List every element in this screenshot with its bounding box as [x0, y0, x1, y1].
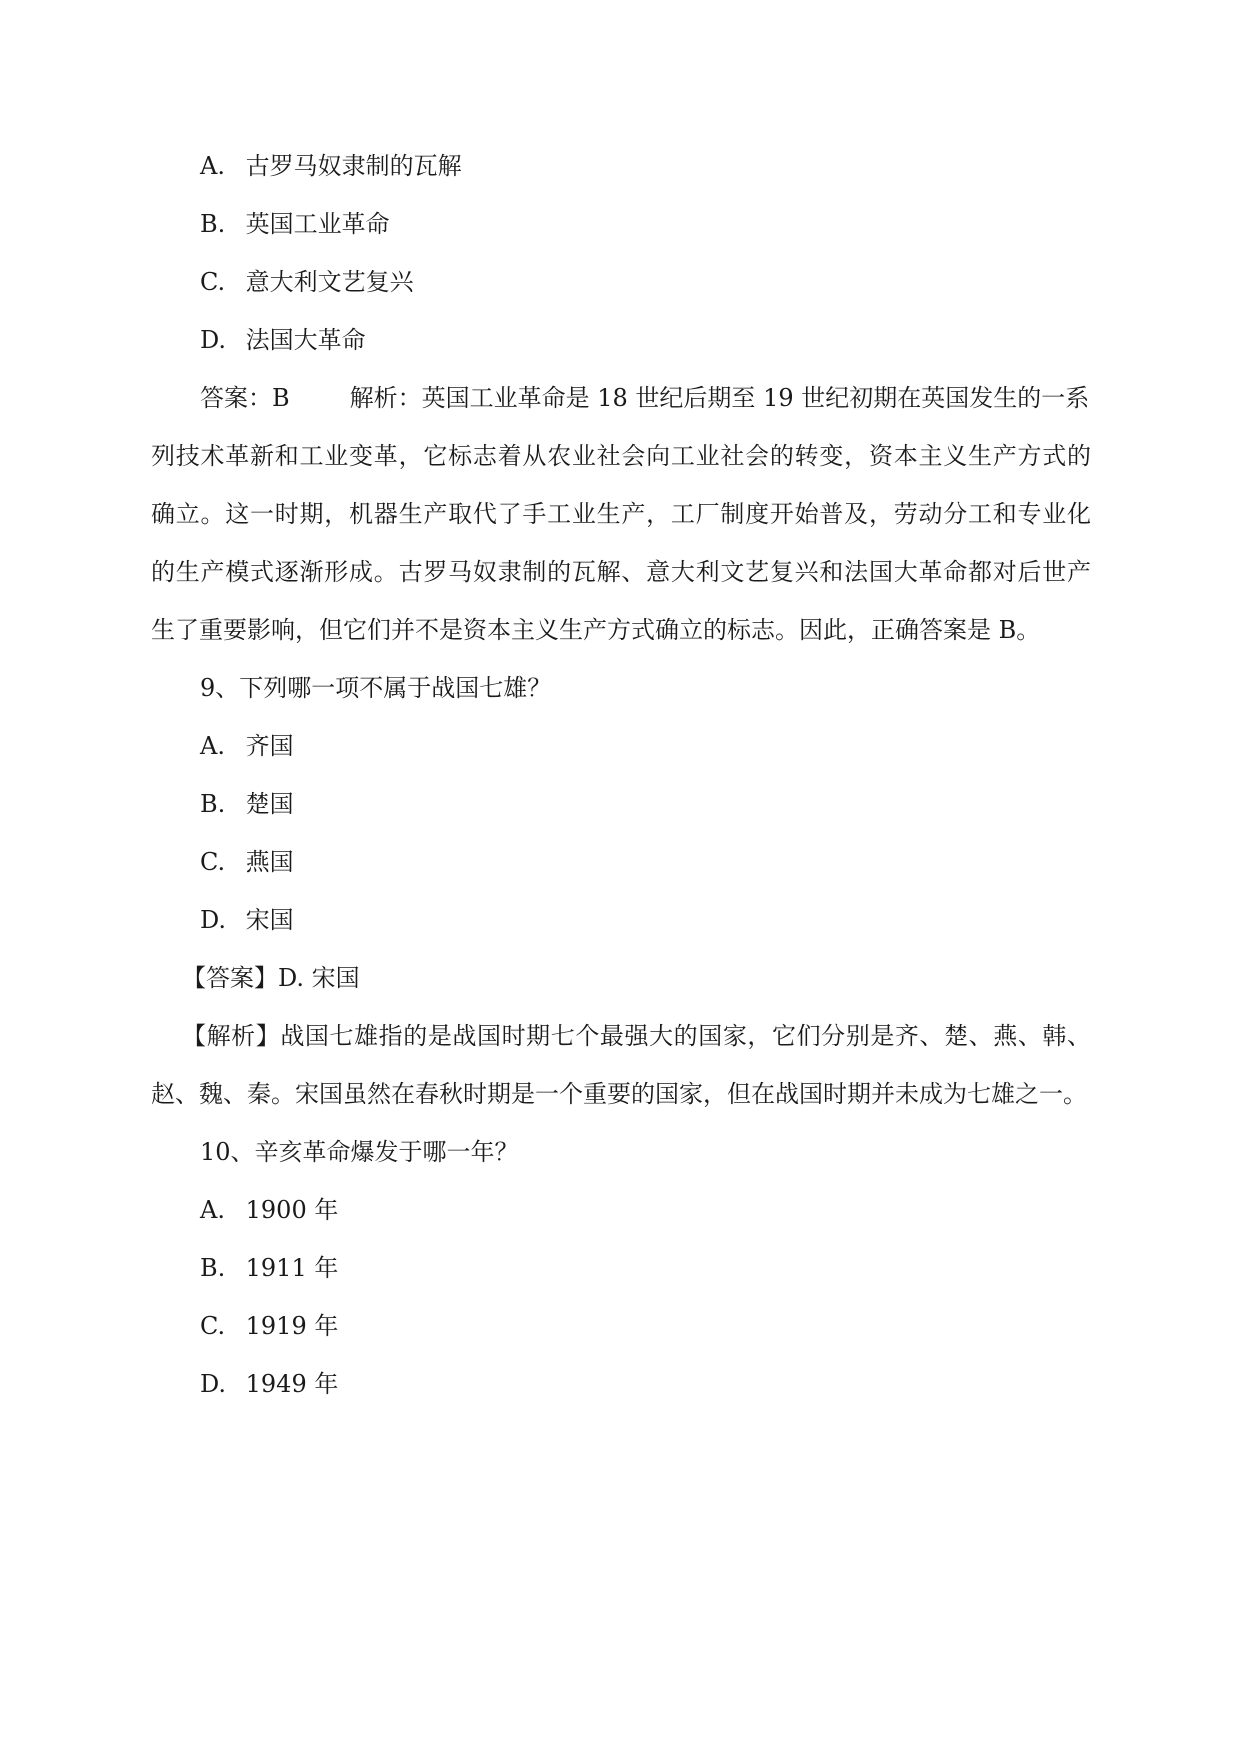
option-text: 楚国: [245, 790, 294, 818]
q9-analysis-line-1: 【解析】战国七雄指的是战国时期七个最强大的国家，它们分别是齐、楚、燕、韩、: [182, 1022, 1091, 1050]
option-text: 法国大革命: [245, 326, 366, 354]
q8-option-d: [200, 320, 1241, 360]
option-letter: D.: [200, 906, 227, 934]
option-text: 齐国: [245, 732, 294, 760]
option-letter: B.: [200, 210, 226, 238]
q8-analysis-line-2: 列技术革新和工业变革，它标志着从农业社会向工业社会的转变，资本主义生产方式的: [151, 442, 1091, 470]
option-text: 1900 年: [245, 1196, 339, 1224]
option-letter: A.: [200, 152, 225, 180]
q8-option-b: [200, 204, 1241, 244]
option-letter: B.: [200, 1254, 226, 1282]
q9-answer: 【答案】D. 宋国: [182, 964, 360, 992]
q8-analysis-line-3: 确立。这一时期，机器生产取代了手工业生产，工厂制度开始普及，劳动分工和专业化: [151, 500, 1091, 528]
q8-option-a: [200, 146, 1241, 186]
option-text: 古罗马奴隶制的瓦解: [245, 152, 462, 180]
option-letter: D.: [200, 326, 227, 354]
q9-option-d: [200, 900, 1241, 940]
q10-option-c: [200, 1306, 1241, 1346]
q8-answer: 答案：B: [200, 384, 290, 412]
q8-analysis-line-1: 解析：英国工业革命是 18 世纪后期至 19 世纪初期在英国发生的一系: [349, 384, 1090, 412]
q10-option-d: [200, 1364, 1241, 1404]
q8-answer-line: [200, 378, 1091, 418]
q9-option-b: [200, 784, 1241, 824]
option-letter: C.: [200, 1312, 226, 1340]
option-letter: D.: [200, 1370, 227, 1398]
q10-question: 10、辛亥革命爆发于哪一年？: [200, 1138, 519, 1166]
option-text: 1919 年: [245, 1312, 339, 1340]
option-text: 1949 年: [245, 1370, 339, 1398]
q10-option-a: [200, 1190, 1241, 1230]
option-text: 意大利文艺复兴: [245, 268, 414, 296]
option-text: 燕国: [245, 848, 294, 876]
option-letter: C.: [200, 268, 226, 296]
q8-option-c: [200, 262, 1241, 302]
q9-option-a: [200, 726, 1241, 766]
option-text: 1911 年: [245, 1254, 339, 1282]
q10-option-b: [200, 1248, 1241, 1288]
option-letter: B.: [200, 790, 226, 818]
q9-analysis-line-2: 赵、魏、秦。宋国虽然在春秋时期是一个重要的国家，但在战国时期并未成为七雄之一。: [151, 1080, 1087, 1108]
option-letter: C.: [200, 848, 226, 876]
q8-analysis-line-5: 生了重要影响，但它们并不是资本主义生产方式确立的标志。因此，正确答案是 B。: [151, 616, 1041, 644]
q9-question: 9、下列哪一项不属于战国七雄？: [200, 674, 552, 702]
option-text: 宋国: [245, 906, 294, 934]
q8-analysis-line-4: 的生产模式逐渐形成。古罗马奴隶制的瓦解、意大利文艺复兴和法国大革命都对后世产: [151, 558, 1091, 586]
option-letter: A.: [200, 732, 225, 760]
option-text: 英国工业革命: [245, 210, 390, 238]
option-letter: A.: [200, 1196, 225, 1224]
q9-option-c: [200, 842, 1241, 882]
